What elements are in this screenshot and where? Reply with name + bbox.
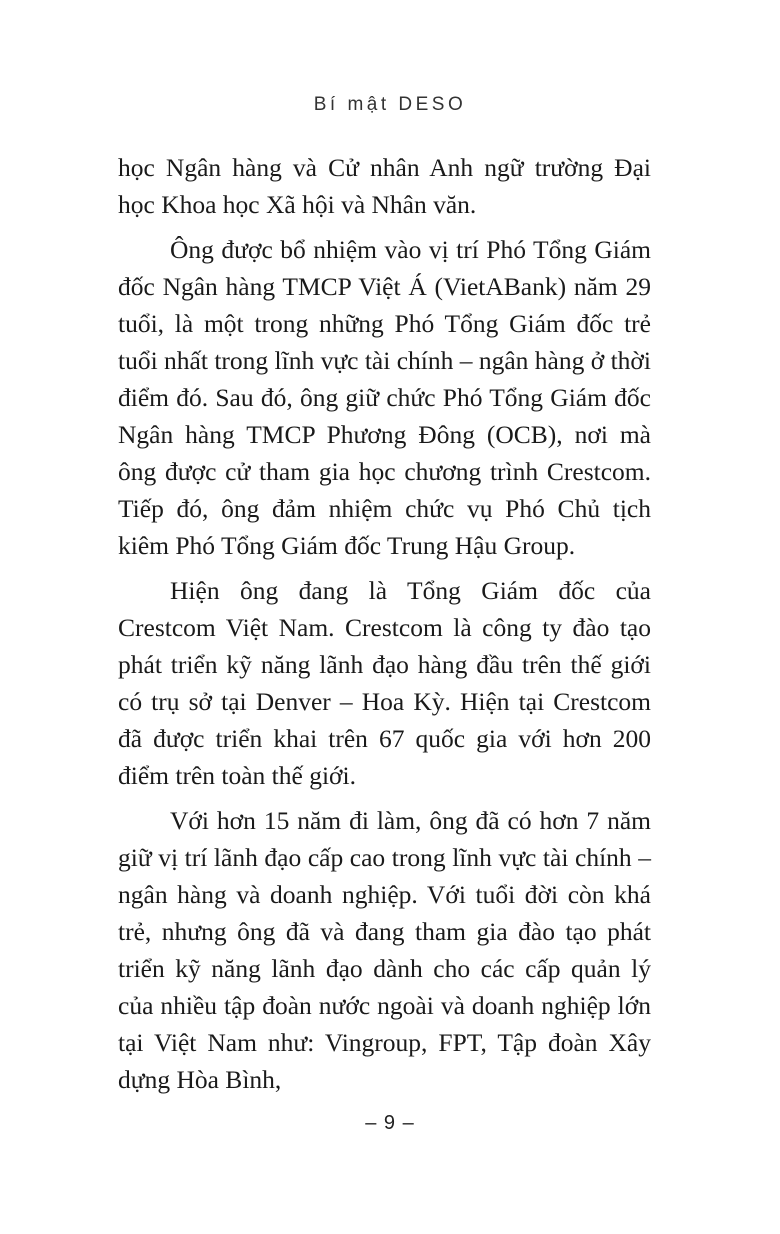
paragraph-continuation: học Ngân hàng và Cử nhân Anh ngữ trường Đại học Khoa học Xã hội và Nhân văn. (118, 153, 651, 219)
body-text (118, 149, 651, 1106)
paragraph: Hiện ông đang là Tổng Giám đốc của Crestcom Việt Nam. Crestcom là công ty đào tạo phát triển kỹ năng lãnh đạo hàng đầu trên thế giới có trụ sở tại Denver – Hoa Kỳ. Hiện tại Crestcom đã được triển khai trên 67 quốc gia với hơn 200 điểm trên toàn thế giới. (118, 576, 651, 790)
page-number: – 9 – (365, 1112, 415, 1134)
paragraph: Với hơn 15 năm đi làm, ông đã có hơn 7 năm giữ vị trí lãnh đạo cấp cao trong lĩnh vực tài chính – ngân hàng và doanh nghiệp. Với tuổi đời còn khá trẻ, nhưng ông đã và đang tham gia đào tạo phát triển kỹ năng lãnh đạo dành cho các cấp quản lý của nhiều tập đoàn nước ngoài và doanh nghiệp lớn tại Việt Nam như: Vingroup, FPT, Tập đoàn Xây dựng Hòa Bình, (118, 806, 651, 1094)
running-header: Bí mật DESO (313, 94, 467, 115)
paragraph: Ông được bổ nhiệm vào vị trí Phó Tổng Giám đốc Ngân hàng TMCP Việt Á (VietABank) năm 29 tuổi, là một trong những Phó Tổng Giám đốc trẻ tuổi nhất trong lĩnh vực tài chính – ngân hàng ở thời điểm đó. Sau đó, ông giữ chức Phó Tổng Giám đốc Ngân hàng TMCP Phương Đông (OCB), nơi mà ông được cử tham gia học chương trình Crestcom. Tiếp đó, ông đảm nhiệm chức vụ Phó Chủ tịch kiêm Phó Tổng Giám đốc Trung Hậu Group. (118, 235, 651, 560)
